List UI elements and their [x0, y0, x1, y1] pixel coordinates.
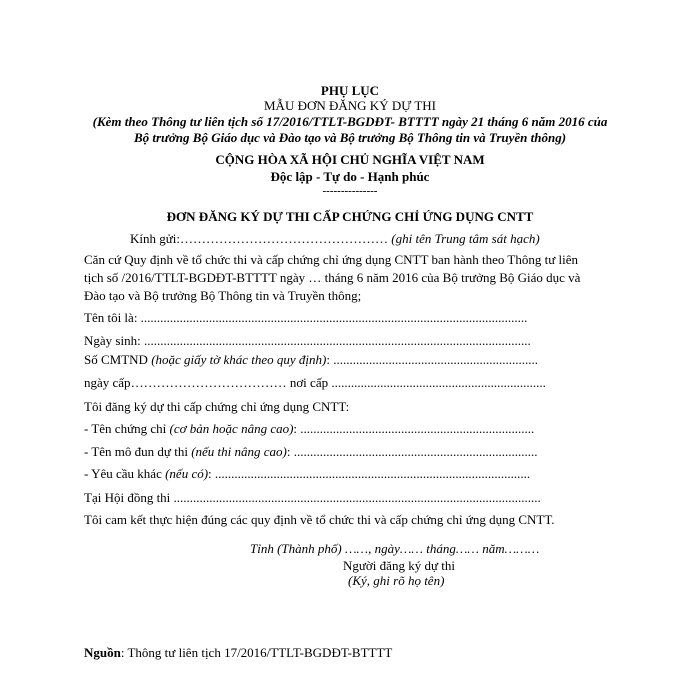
- id-field: [84, 352, 538, 368]
- intro-line3: Đào tạo và Bộ trưởng Bộ Thông tin và Truyền thông;: [84, 288, 362, 303]
- source-line: [84, 645, 392, 661]
- appendix-subtitle: MẪU ĐƠN ĐĂNG KÝ DỰ THI: [264, 98, 436, 113]
- module-label: - Tên mô đun dự thi: [84, 444, 192, 459]
- addressee-label: Kính gửi:: [130, 231, 181, 246]
- cert-label: - Tên chứng chỉ: [84, 421, 170, 436]
- cert-dots: : ........................................................................: [293, 421, 535, 436]
- appendix-note-line1: (Kèm theo Thông tư liên tịch số 17/2016/TTLT-BGDĐT- BTTTT ngày 21 tháng 6 năm 2016 của: [92, 114, 608, 129]
- other-field: [84, 466, 530, 482]
- place-date-line: Tỉnh (Thành phố) ……, ngày…… tháng…… năm………: [250, 541, 540, 556]
- addressee-line: [130, 231, 540, 247]
- other-dots: : .................................................................................................: [208, 466, 531, 481]
- other-note: (nếu có): [165, 466, 209, 481]
- signer-label: Người đăng ký dự thi: [343, 558, 455, 573]
- addressee-note: (ghi tên Trung tâm sát hạch): [388, 231, 540, 246]
- council-field: Tại Hội đồng thi .................................................................................................................: [84, 490, 541, 505]
- form-title: ĐƠN ĐĂNG KÝ DỰ THI CẤP CHỨNG CHỈ ỨNG DỤNG CNTT: [166, 209, 534, 224]
- issue-date-label: ngày cấp: [84, 375, 131, 390]
- appendix-note-line2: Bộ trưởng Bộ Giáo dục và Đào tạo và Bộ trưởng Bộ Thông tin và Truyền thông): [133, 130, 567, 145]
- module-dots: : ...........................................................................: [286, 444, 538, 459]
- motto-divider: ---------------: [322, 185, 378, 197]
- national-motto: Độc lập - Tự do - Hạnh phúc: [270, 169, 430, 184]
- id-note: (hoặc giấy tờ khác theo quy định): [151, 352, 327, 367]
- other-label: - Yêu cầu khác: [84, 466, 166, 481]
- addressee-dots: …………………………………………: [180, 231, 389, 246]
- issue-date-dots: ………………………………: [130, 375, 287, 390]
- issue-place: nơi cấp ..................................................................: [286, 375, 546, 390]
- sign-note: (Ký, ghi rõ họ tên): [348, 573, 445, 588]
- commitment-line: Tôi cam kết thực hiện đúng các quy định về tổ chức thi và cấp chứng chỉ ứng dụng CNTT.: [84, 512, 555, 527]
- source-label: Nguồn: [84, 645, 121, 660]
- cert-note: (cơ bản hoặc nâng cao): [169, 421, 294, 436]
- cert-field: [84, 421, 534, 437]
- appendix-title: PHỤ LỤC: [320, 83, 380, 98]
- intro-line2: tịch số /2016/TTLT-BGDĐT-BTTTT ngày … tháng 6 năm 2016 của Bộ trưởng Bộ Giáo dục và: [84, 270, 581, 285]
- national-name: CỘNG HÒA XÃ HỘI CHỦ NGHĨA VIỆT NAM: [215, 152, 485, 167]
- id-dots: : ...............................................................: [326, 352, 538, 367]
- source-text: : Thông tư liên tịch 17/2016/TTLT-BGDĐT-BTTTT: [120, 645, 393, 660]
- dob-field: Ngày sinh: .......................................................................................................................: [84, 333, 531, 348]
- intro-line1: Căn cứ Quy định về tổ chức thi và cấp chứng chỉ ứng dụng CNTT ban hành theo Thông tư liên: [84, 252, 578, 267]
- module-note: (nếu thi nâng cao): [191, 444, 287, 459]
- issue-field: [84, 375, 546, 391]
- id-label: Số CMTND: [84, 352, 152, 367]
- module-field: [84, 444, 537, 460]
- name-field: Tên tôi là: .......................................................................................................................: [84, 310, 528, 325]
- register-line: Tôi đăng ký dự thi cấp chứng chỉ ứng dụng CNTT:: [84, 399, 350, 414]
